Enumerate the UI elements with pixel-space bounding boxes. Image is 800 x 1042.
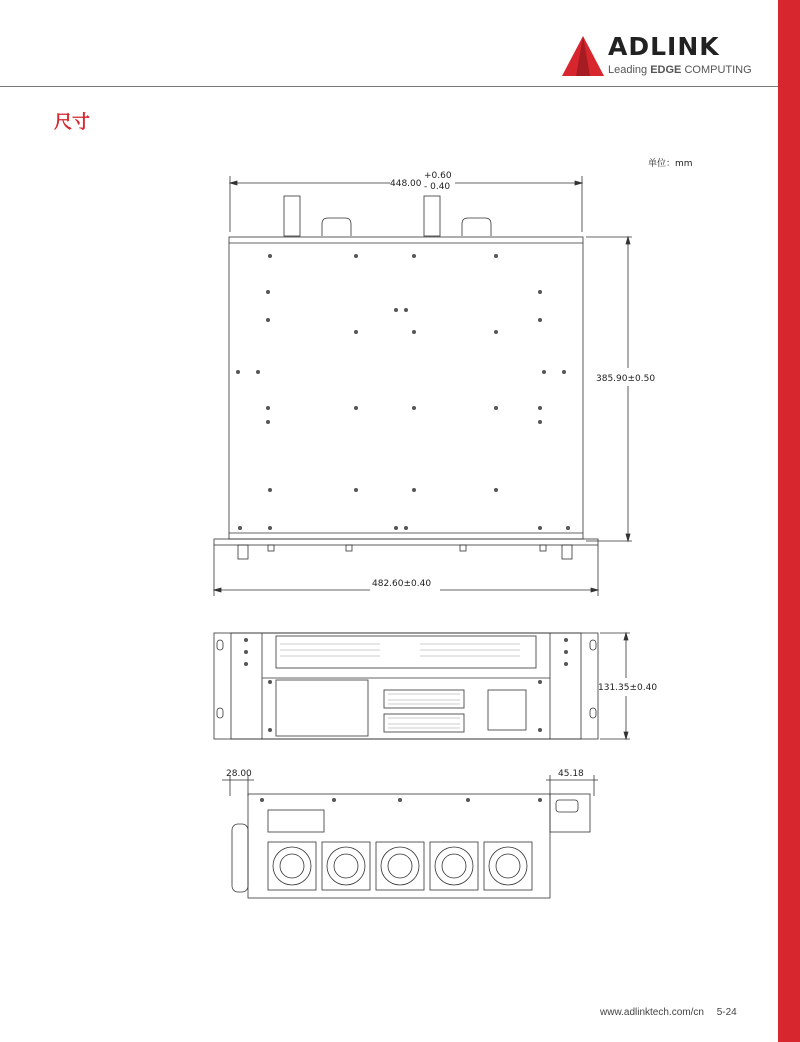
logo-tagline: Leading EDGE COMPUTING — [608, 64, 752, 76]
dim-top-width: 448.00 — [390, 179, 422, 189]
dim-top-width-tol-plus: +0.60 — [424, 171, 452, 181]
right-accent-bar — [778, 0, 800, 1042]
dim-side-right: 45.18 — [558, 769, 584, 779]
dim-front-height: 131.35±0.40 — [598, 683, 658, 693]
section-title: 尺寸 — [54, 112, 90, 133]
dim-top-width-tol-minus: - 0.40 — [424, 182, 451, 192]
page-footer — [600, 1007, 747, 1018]
logo-brand: ADLINK — [608, 32, 720, 61]
dim-side-left: 28.00 — [226, 769, 252, 779]
footer-page-number: 5-24 — [716, 1007, 737, 1018]
dim-rack-width: 482.60±0.40 — [372, 579, 432, 589]
dim-depth: 385.90±0.50 — [596, 374, 656, 384]
footer-url[interactable]: www.adlinktech.com/cn — [600, 1007, 704, 1018]
unit-label: 单位：mm — [648, 159, 693, 169]
